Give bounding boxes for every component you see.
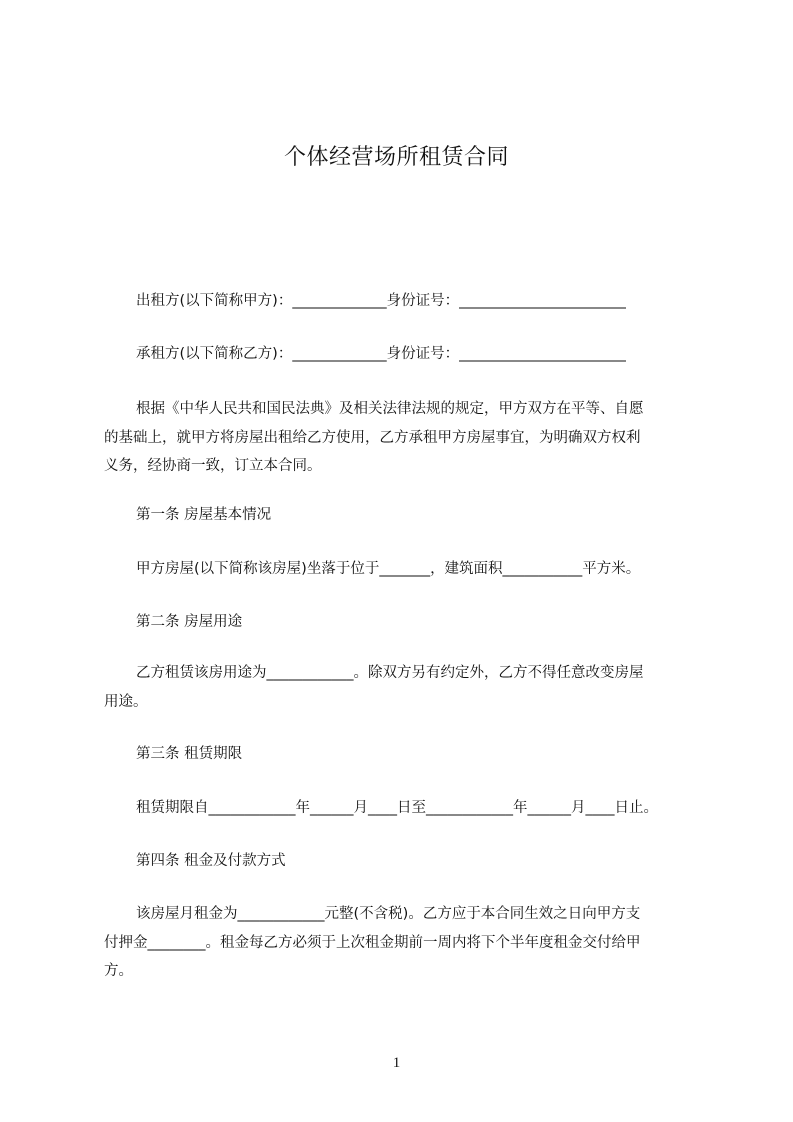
article-4-heading: 第四条 租金及付款方式 (136, 853, 286, 869)
article-2-body (104, 659, 704, 716)
lessee-line: 承租方(以下简称乙方)：_____________身份证号：_______________________ (136, 346, 626, 362)
article-3-body: 租赁期限自____________年______月____日至____________年______月____日止。 (136, 800, 658, 816)
article-2-heading: 第二条 房屋用途 (136, 614, 243, 630)
article-3-heading: 第三条 租赁期限 (136, 746, 243, 762)
lessor-line: 出租方(以下简称甲方)：_____________身份证号：_______________________ (136, 293, 626, 309)
document-title: 个体经营场所租赁合同 (283, 145, 509, 170)
preamble-paragraph (104, 395, 704, 481)
preamble-line: 根据《中华人民共和国民法典》及相关法律法规的规定，甲方双方在平等、自愿 (136, 401, 644, 417)
article-4-line: 付押金________。租金每乙方必须于上次租金期前一周内将下个半年度租金交付给甲 (104, 934, 641, 951)
article-1-heading: 第一条 房屋基本情况 (136, 507, 272, 523)
article-4-line: 方。 (104, 963, 133, 979)
preamble-line: 的基础上，就甲方将房屋出租给乙方使用，乙方承租甲方房屋事宜，为明确双方权利 (104, 429, 641, 446)
page-number: 1 (392, 1055, 401, 1071)
article-4-body (104, 900, 704, 986)
article-4-line: 该房屋月租金为____________元整(不含税)。乙方应于本合同生效之日向甲方支 (136, 906, 641, 922)
article-2-line: 用途。 (104, 693, 148, 710)
article-2-line: 乙方租赁该房用途为____________。除双方另有约定外，乙方不得任意改变房屋 (136, 665, 644, 681)
article-1-body: 甲方房屋(以下简称该房屋)坐落于位于_______，建筑面积___________平方米。 (136, 561, 641, 577)
preamble-line: 义务，经协商一致，订立本合同。 (104, 458, 322, 474)
